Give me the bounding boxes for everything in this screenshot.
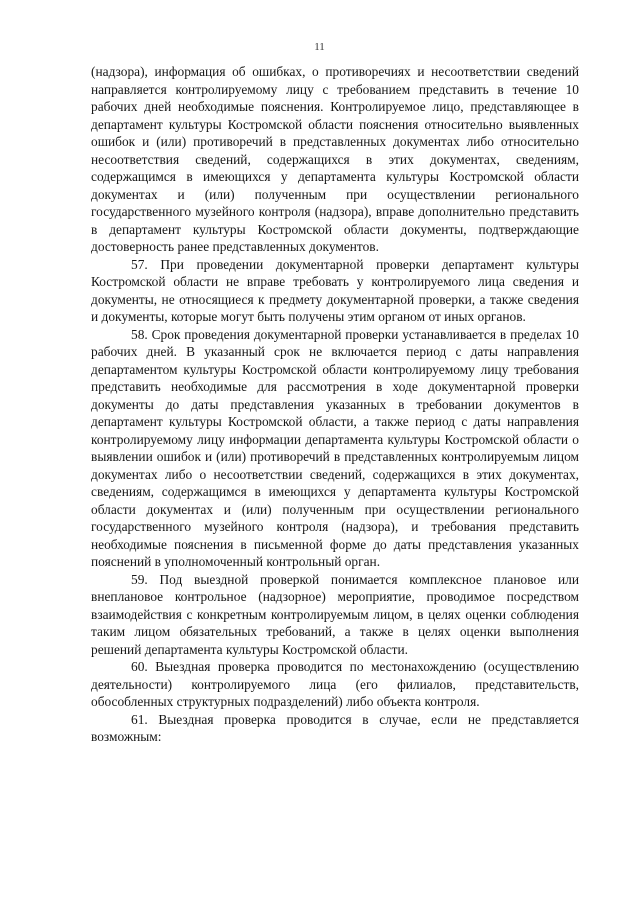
document-body (91, 63, 579, 746)
paragraph-61: 61. Выездная проверка проводится в случае, если не представляется возможным: (91, 711, 579, 744)
paragraph-continuation-56: (надзора), информация об ошибках, о противоречиях и несоответствии сведений направляется контролируемому лицу с требованием представить в течение 10 рабочих дней необходимые пояснения. Контролируемое лицо, представляющее в департамент культуры Костромской области пояснения относительно выявленных ошибок и (или) противоречий в представленных документах либо относительно несоответствия сведений, содержащихся в этих документах, сведениям, содержащимся в имеющихся у департамента культуры Костромской области документах и (или) полученным при осуществлении регионального государственного музейного контроля (надзора), вправе дополнительно представить в департамент культуры Костромской области документы, подтверждающие достоверность ранее представленных документов. (91, 64, 579, 254)
paragraph-57: 57. При проведении документарной проверки департамент культуры Костромской области не вправе требовать у контролируемого лица сведения и документы, не относящиеся к предмету документарной проверки, а также сведения и документы, которые могут быть получены этим органом от иных органов. (91, 256, 579, 324)
paragraph-58: 58. Срок проведения документарной проверки устанавливается в пределах 10 рабочих дней. В указанный срок не включается период с даты направления департаментом культуры Костромской области контролируемому лицу требования представить необходимые для рассмотрения в ходе документарной проверки документы до даты представления указанных в требовании документов в департамент культуры Костромской области, а также период с даты направления контролируемому лицу информации департамента культуры Костромской области о выявлении ошибок и (или) противоречий в представленных контролируемым лицом документах либо о несоответствии сведений, содержащихся в этих документах, сведениям, содержащимся в имеющихся у департамента культуры Костромской области документах и (или) полученным при осуществлении регионального государственного музейного контроля (надзора), и требования представить необходимые пояснения в письменной форме до даты представления указанных пояснений в уполномоченный контрольный орган. (91, 326, 579, 569)
page-number: 11 (314, 41, 325, 53)
paragraph-59: 59. Под выездной проверкой понимается комплексное плановое или внеплановое контрольное (надзорное) мероприятие, проводимое посредством взаимодействия с конкретным контролируемым лицом, в целях оценки соблюдения таким лицом обязательных требований, а также в целях оценки выполнения решений департамента культуры Костромской области. (91, 571, 579, 657)
paragraph-60: 60. Выездная проверка проводится по местонахождению (осуществлению деятельности) контролируемого лица (его филиалов, представительств, обособленных структурных подразделений) либо объекта контроля. (91, 659, 579, 709)
